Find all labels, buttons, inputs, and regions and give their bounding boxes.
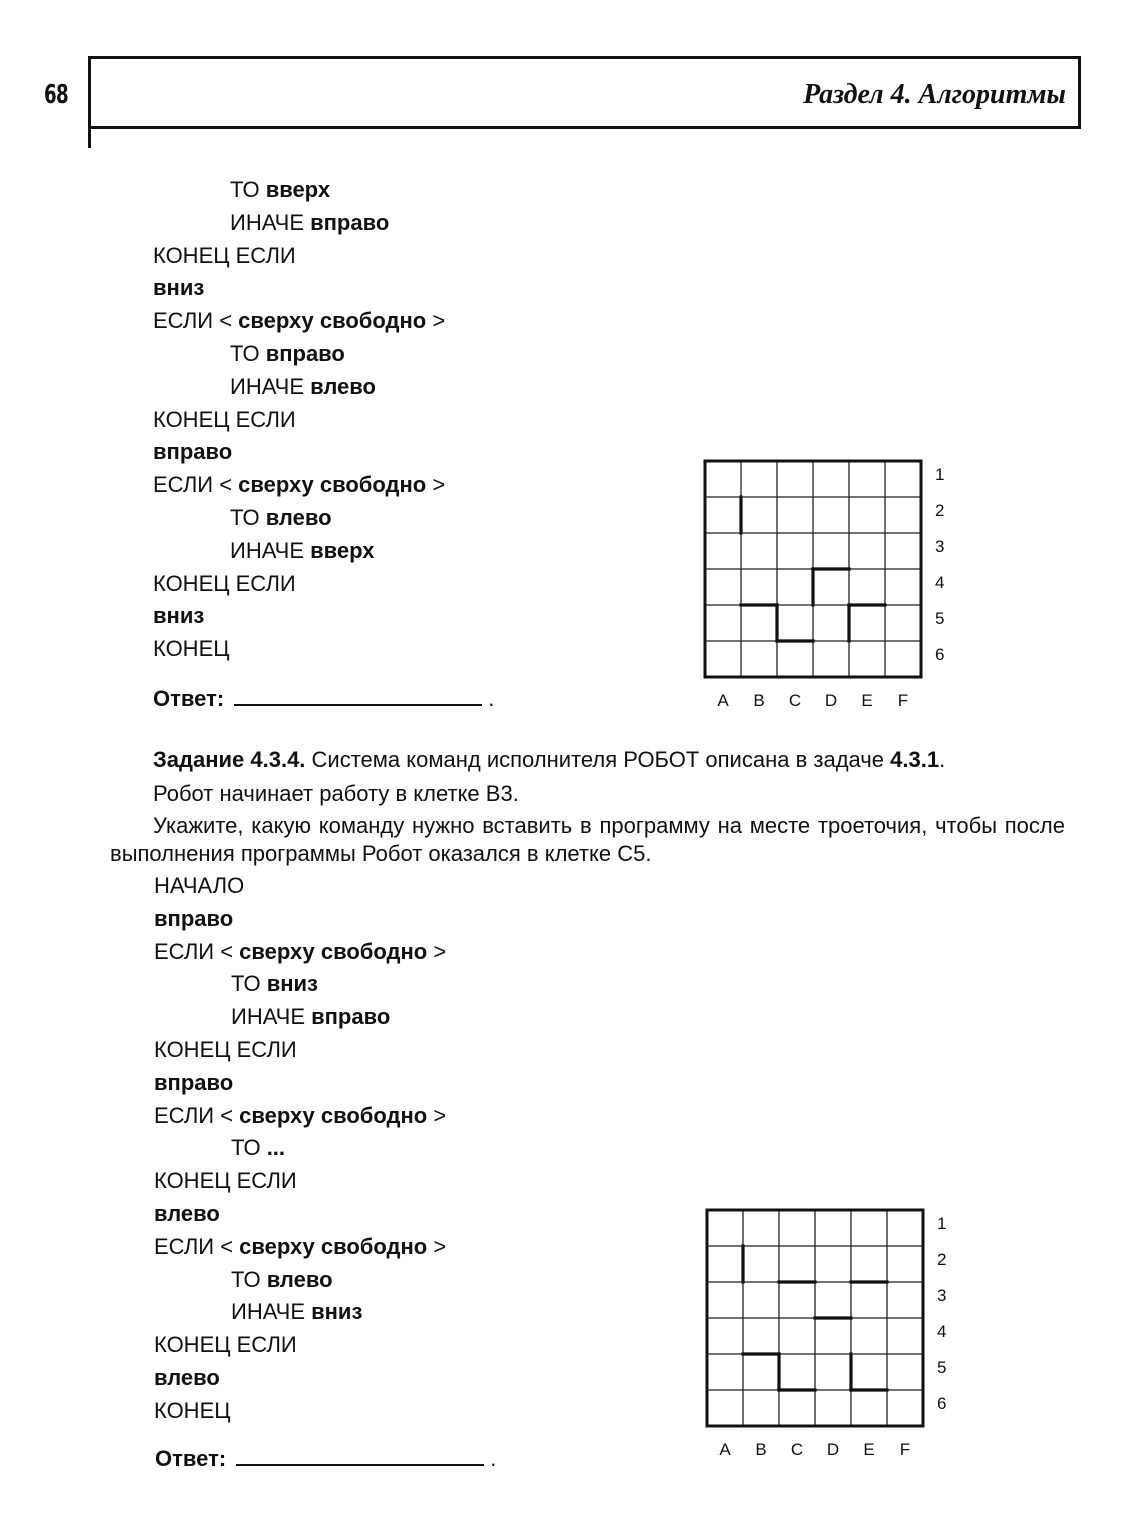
program-keyword: ТО bbox=[231, 1266, 267, 1292]
program-keyword: ИНАЧЕ bbox=[230, 373, 311, 399]
program-keyword: ТО bbox=[230, 177, 266, 202]
program-keyword: ИНАЧЕ bbox=[230, 209, 311, 235]
task-title: Задание 4.3.4. bbox=[153, 747, 306, 772]
program-command: вниз bbox=[311, 1299, 363, 1325]
section-title: Раздел 4. Алгоритмы bbox=[803, 79, 1066, 110]
program-keyword: КОНЕЦ bbox=[154, 1397, 231, 1423]
answer-label: Ответ: bbox=[155, 1446, 227, 1471]
column-label: D bbox=[824, 691, 838, 708]
column-label: B bbox=[753, 691, 765, 708]
task-reference: 4.3.1 bbox=[890, 747, 940, 772]
row-label: 4 bbox=[937, 1322, 947, 1341]
program-line bbox=[154, 1070, 233, 1096]
program-keyword: ТО bbox=[230, 341, 266, 366]
row-label: 1 bbox=[937, 1214, 947, 1233]
program-keyword: КОНЕЦ ЕСЛИ bbox=[154, 1168, 297, 1194]
program-keyword: ИНАЧЕ bbox=[231, 1299, 312, 1325]
program-line bbox=[153, 636, 230, 662]
row-label: 3 bbox=[937, 1286, 947, 1305]
program-command: сверху свободно bbox=[239, 1233, 428, 1259]
row-label: 4 bbox=[935, 573, 945, 592]
program-keyword: ЕСЛИ < bbox=[154, 1102, 240, 1128]
program-line bbox=[230, 374, 376, 400]
program-command: влево bbox=[266, 1266, 333, 1292]
column-label: E bbox=[863, 1440, 875, 1457]
program-keyword: ИНАЧЕ bbox=[230, 537, 311, 563]
program-keyword: НАЧАЛО bbox=[154, 873, 245, 898]
row-label: 2 bbox=[937, 1250, 947, 1269]
column-label: F bbox=[897, 691, 909, 708]
program-command: сверху свободно bbox=[238, 472, 427, 498]
program-line bbox=[154, 1201, 220, 1227]
program-line bbox=[153, 308, 445, 334]
program-line bbox=[230, 538, 375, 564]
program-command: вправо bbox=[153, 439, 233, 465]
answer-row-1 bbox=[153, 686, 494, 712]
program-line bbox=[153, 603, 204, 629]
program-command: вправо bbox=[265, 341, 345, 366]
program-keyword: КОНЕЦ ЕСЛИ bbox=[154, 1332, 297, 1358]
program-command: сверху свободно bbox=[239, 1102, 428, 1128]
page-number: 68 bbox=[44, 80, 68, 110]
program-command: вправо bbox=[311, 1004, 391, 1030]
program-line bbox=[154, 1168, 297, 1194]
program-condition-end: > bbox=[426, 308, 446, 334]
program-line bbox=[154, 906, 233, 932]
program-condition-end: > bbox=[427, 1102, 447, 1128]
program-line bbox=[154, 1365, 220, 1391]
answer-input-2[interactable] bbox=[236, 1446, 484, 1466]
program-keyword: ИНАЧЕ bbox=[231, 1004, 312, 1030]
program-command: вверх bbox=[310, 537, 375, 563]
task-question: Укажите, какую команду нужно вставить в программу на месте троеточия, чтобы после выполнения программы Робот оказался в клетке C5. bbox=[110, 813, 1065, 866]
program-line bbox=[153, 407, 296, 433]
program-line bbox=[154, 1103, 446, 1129]
program-keyword: КОНЕЦ ЕСЛИ bbox=[153, 570, 296, 596]
program-line bbox=[231, 1267, 333, 1293]
column-label: D bbox=[826, 1440, 840, 1457]
program-command: влево bbox=[265, 505, 332, 530]
row-label: 6 bbox=[937, 1394, 947, 1413]
program-keyword: ЕСЛИ < bbox=[154, 938, 240, 964]
column-label: F bbox=[899, 1440, 911, 1457]
program-command: вверх bbox=[265, 177, 331, 202]
program-line bbox=[154, 939, 446, 965]
robot-field-1 bbox=[700, 456, 960, 708]
program-command: сверху свободно bbox=[238, 308, 427, 334]
answer-period: . bbox=[490, 1446, 497, 1471]
program-line bbox=[230, 210, 389, 236]
program-line bbox=[154, 1037, 297, 1063]
program-line bbox=[230, 341, 345, 367]
program-line bbox=[154, 1398, 231, 1424]
column-label: C bbox=[790, 1440, 804, 1457]
task-statement bbox=[153, 744, 1073, 776]
row-label: 6 bbox=[935, 645, 945, 664]
program-command: вниз bbox=[153, 275, 205, 301]
program-keyword: ТО bbox=[231, 971, 267, 997]
program-line bbox=[153, 243, 296, 269]
row-label: 3 bbox=[935, 537, 945, 556]
row-label: 1 bbox=[935, 465, 945, 484]
program-keyword: ЕСЛИ < bbox=[153, 308, 239, 334]
program-line bbox=[231, 1299, 362, 1325]
header-rule-tick bbox=[88, 126, 91, 148]
program-command: вправо bbox=[310, 209, 390, 235]
program-line bbox=[231, 1004, 390, 1030]
task-text-1: Система команд исполнителя РОБОТ описана в задаче bbox=[311, 747, 884, 772]
header-rule bbox=[88, 126, 1081, 129]
program-line bbox=[153, 439, 232, 465]
program-keyword: КОНЕЦ ЕСЛИ bbox=[154, 1037, 297, 1062]
program-line bbox=[153, 275, 204, 301]
program-line bbox=[154, 873, 244, 899]
answer-row-2 bbox=[155, 1446, 496, 1472]
column-label: B bbox=[755, 1440, 767, 1457]
answer-period: . bbox=[488, 686, 495, 711]
program-command: влево bbox=[154, 1201, 220, 1226]
column-label: A bbox=[717, 691, 729, 708]
program-line bbox=[153, 472, 445, 498]
program-line bbox=[231, 971, 318, 997]
row-label: 2 bbox=[935, 501, 945, 520]
section-header bbox=[88, 56, 1081, 128]
program-keyword: ТО bbox=[231, 1135, 267, 1161]
program-line bbox=[154, 1332, 297, 1358]
program-line bbox=[230, 177, 330, 203]
program-keyword: ЕСЛИ < bbox=[153, 472, 239, 498]
program-line bbox=[230, 505, 332, 531]
column-label: A bbox=[719, 1440, 731, 1457]
robot-field-2 bbox=[702, 1205, 962, 1457]
program-keyword: КОНЕЦ ЕСЛИ bbox=[153, 242, 296, 268]
program-command: вправо bbox=[154, 1069, 234, 1095]
task-start-cell: Робот начинает работу в клетке B3. bbox=[153, 781, 519, 806]
program-keyword: КОНЕЦ bbox=[153, 636, 230, 662]
program-keyword: ЕСЛИ < bbox=[154, 1233, 240, 1259]
program-line bbox=[154, 1234, 446, 1260]
program-command: вниз bbox=[153, 603, 205, 629]
program-line bbox=[231, 1135, 285, 1161]
program-keyword: КОНЕЦ ЕСЛИ bbox=[153, 406, 296, 432]
program-command: влево bbox=[154, 1365, 220, 1390]
program-condition-end: > bbox=[426, 472, 446, 498]
program-command: вниз bbox=[266, 971, 318, 997]
answer-input-1[interactable] bbox=[234, 686, 482, 706]
program-command: вправо bbox=[154, 905, 234, 931]
program-command: ... bbox=[266, 1135, 286, 1161]
column-label: E bbox=[861, 691, 873, 708]
row-label: 5 bbox=[937, 1358, 947, 1377]
column-label: C bbox=[788, 691, 802, 708]
program-keyword: ТО bbox=[230, 505, 266, 530]
program-command: сверху свободно bbox=[239, 938, 428, 964]
task-text-1-end: . bbox=[939, 747, 946, 772]
program-line bbox=[153, 571, 296, 597]
row-label: 5 bbox=[935, 609, 945, 628]
program-command: влево bbox=[310, 373, 376, 399]
program-condition-end: > bbox=[427, 1233, 447, 1259]
program-condition-end: > bbox=[427, 938, 447, 964]
answer-label: Ответ: bbox=[153, 686, 225, 711]
